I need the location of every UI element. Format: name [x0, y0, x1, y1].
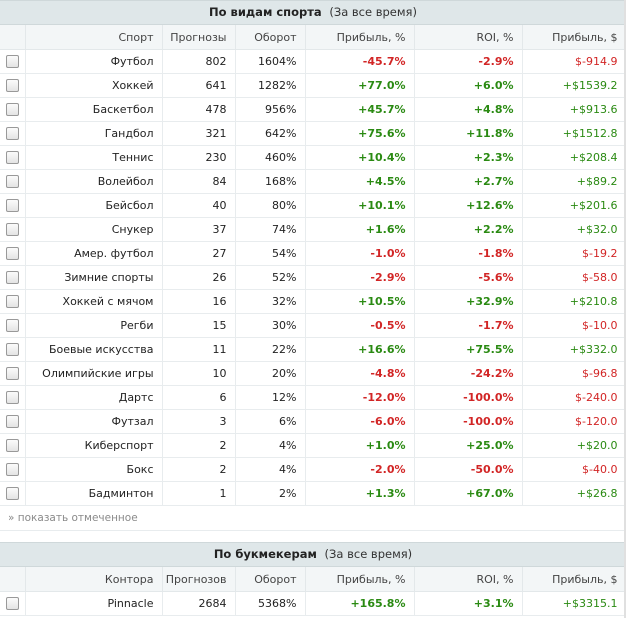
row-name: Бейсбол [25, 194, 162, 218]
table-row [0, 458, 626, 482]
row-turnover: 20% [235, 362, 305, 386]
row-forecasts: 16 [162, 290, 235, 314]
checkbox[interactable] [6, 415, 19, 428]
row-profit-pct: +77.0% [305, 74, 414, 98]
row-forecasts: 478 [162, 98, 235, 122]
bookmakers-table-body [0, 592, 626, 616]
row-profit-pct: +1.3% [305, 482, 414, 506]
row-profit-pct: +10.4% [305, 146, 414, 170]
row-turnover: 74% [235, 218, 305, 242]
checkbox[interactable] [6, 463, 19, 476]
row-turnover: 6% [235, 410, 305, 434]
row-name: Футзал [25, 410, 162, 434]
table-row [0, 482, 626, 506]
checkbox[interactable] [6, 271, 19, 284]
bookmakers-table-header-row [0, 567, 626, 592]
row-checkbox[interactable] [0, 194, 25, 218]
row-forecasts: 11 [162, 338, 235, 362]
row-forecasts: 84 [162, 170, 235, 194]
sports-table [0, 25, 626, 506]
row-name: Дартс [25, 386, 162, 410]
table-row [0, 74, 626, 98]
header-checkbox-column [0, 25, 25, 50]
row-turnover: 1604% [235, 50, 305, 74]
row-checkbox[interactable] [0, 146, 25, 170]
row-profit-usd: +$210.8 [522, 290, 626, 314]
row-checkbox[interactable] [0, 218, 25, 242]
row-forecasts: 230 [162, 146, 235, 170]
row-turnover: 4% [235, 434, 305, 458]
row-forecasts: 10 [162, 362, 235, 386]
table-row [0, 50, 626, 74]
checkbox[interactable] [6, 319, 19, 332]
checkbox[interactable] [6, 343, 19, 356]
row-roi: +75.5% [414, 338, 522, 362]
row-profit-usd: $-40.0 [522, 458, 626, 482]
checkbox[interactable] [6, 391, 19, 404]
row-profit-pct: -1.0% [305, 242, 414, 266]
row-forecasts: 27 [162, 242, 235, 266]
row-checkbox[interactable] [0, 482, 25, 506]
row-roi: +11.8% [414, 122, 522, 146]
checkbox[interactable] [6, 295, 19, 308]
row-forecasts: 3 [162, 410, 235, 434]
row-turnover: 2% [235, 482, 305, 506]
row-profit-usd: +$332.0 [522, 338, 626, 362]
row-profit-pct: +4.5% [305, 170, 414, 194]
checkbox[interactable] [6, 175, 19, 188]
row-checkbox[interactable] [0, 50, 25, 74]
row-forecasts: 40 [162, 194, 235, 218]
row-profit-pct: -2.9% [305, 266, 414, 290]
row-profit-usd: $-120.0 [522, 410, 626, 434]
row-name: Волейбол [25, 170, 162, 194]
row-checkbox[interactable] [0, 458, 25, 482]
row-profit-usd: $-96.8 [522, 362, 626, 386]
column-header-forecasts[interactable]: Прогнозов [162, 567, 235, 592]
row-checkbox[interactable] [0, 386, 25, 410]
checkbox[interactable] [6, 367, 19, 380]
row-forecasts: 15 [162, 314, 235, 338]
sports-section-header [0, 0, 626, 25]
row-profit-pct: +165.8% [305, 592, 414, 616]
bookmakers-stats-section [0, 542, 626, 616]
row-checkbox[interactable] [0, 314, 25, 338]
row-checkbox[interactable] [0, 122, 25, 146]
column-header-sport[interactable]: Спорт [25, 25, 162, 50]
row-turnover: 52% [235, 266, 305, 290]
row-profit-pct: +1.6% [305, 218, 414, 242]
column-header-bookmaker[interactable]: Контора [25, 567, 162, 592]
checkbox[interactable] [6, 597, 19, 610]
row-profit-usd: $-240.0 [522, 386, 626, 410]
row-roi: +4.8% [414, 98, 522, 122]
row-profit-usd: +$201.6 [522, 194, 626, 218]
table-row [0, 194, 626, 218]
column-header-profit-usd[interactable]: Прибыль, $ [522, 567, 626, 592]
row-checkbox[interactable] [0, 410, 25, 434]
table-row [0, 410, 626, 434]
checkbox[interactable] [6, 439, 19, 452]
table-row [0, 434, 626, 458]
row-roi: +2.3% [414, 146, 522, 170]
row-profit-usd: +$26.8 [522, 482, 626, 506]
row-checkbox[interactable] [0, 338, 25, 362]
row-turnover: 168% [235, 170, 305, 194]
row-name: Зимние спорты [25, 266, 162, 290]
row-profit-pct: +16.6% [305, 338, 414, 362]
table-row [0, 146, 626, 170]
row-roi: -2.9% [414, 50, 522, 74]
row-profit-pct: +10.5% [305, 290, 414, 314]
sports-table-header-row [0, 25, 626, 50]
sports-table-body [0, 50, 626, 506]
row-turnover: 4% [235, 458, 305, 482]
row-profit-pct: +75.6% [305, 122, 414, 146]
row-turnover: 80% [235, 194, 305, 218]
column-header-profit-pct[interactable]: Прибыль, % [305, 567, 414, 592]
row-profit-usd: +$3315.1 [522, 592, 626, 616]
row-profit-usd: $-58.0 [522, 266, 626, 290]
row-profit-pct: -12.0% [305, 386, 414, 410]
checkbox[interactable] [6, 247, 19, 260]
table-row [0, 314, 626, 338]
table-row [0, 338, 626, 362]
row-name: Боевые искусства [25, 338, 162, 362]
show-marked-link[interactable]: » показать отмеченное [0, 506, 626, 531]
row-profit-usd: +$20.0 [522, 434, 626, 458]
row-profit-pct: -2.0% [305, 458, 414, 482]
table-row [0, 218, 626, 242]
row-checkbox[interactable] [0, 242, 25, 266]
row-name: Футбол [25, 50, 162, 74]
checkbox[interactable] [6, 103, 19, 116]
row-turnover: 12% [235, 386, 305, 410]
checkbox[interactable] [6, 127, 19, 140]
row-turnover: 54% [235, 242, 305, 266]
sports-section-subtitle: (За все время) [329, 5, 417, 19]
row-roi: +12.6% [414, 194, 522, 218]
row-roi: -100.0% [414, 386, 522, 410]
row-roi: +3.1% [414, 592, 522, 616]
row-turnover: 460% [235, 146, 305, 170]
table-row [0, 386, 626, 410]
column-header-profit-pct[interactable]: Прибыль, % [305, 25, 414, 50]
row-profit-usd: $-10.0 [522, 314, 626, 338]
row-roi: -24.2% [414, 362, 522, 386]
row-roi: -50.0% [414, 458, 522, 482]
row-roi: +2.7% [414, 170, 522, 194]
row-forecasts: 2 [162, 458, 235, 482]
row-name: Хоккей с мячом [25, 290, 162, 314]
row-forecasts: 321 [162, 122, 235, 146]
row-forecasts: 37 [162, 218, 235, 242]
row-forecasts: 802 [162, 50, 235, 74]
row-forecasts: 26 [162, 266, 235, 290]
row-name: Амер. футбол [25, 242, 162, 266]
row-checkbox[interactable] [0, 592, 25, 616]
table-row [0, 266, 626, 290]
row-profit-usd: +$1539.2 [522, 74, 626, 98]
row-forecasts: 2684 [162, 592, 235, 616]
row-turnover: 1282% [235, 74, 305, 98]
row-name: Бадминтон [25, 482, 162, 506]
table-row [0, 290, 626, 314]
table-row [0, 122, 626, 146]
row-turnover: 642% [235, 122, 305, 146]
row-checkbox[interactable] [0, 98, 25, 122]
checkbox[interactable] [6, 199, 19, 212]
checkbox[interactable] [6, 55, 19, 68]
row-checkbox[interactable] [0, 266, 25, 290]
column-header-roi[interactable]: ROI, % [414, 25, 522, 50]
column-header-turnover[interactable]: Оборот [235, 25, 305, 50]
bookmakers-table [0, 567, 626, 616]
row-roi: -5.6% [414, 266, 522, 290]
table-row [0, 170, 626, 194]
checkbox[interactable] [6, 223, 19, 236]
row-checkbox[interactable] [0, 74, 25, 98]
row-checkbox[interactable] [0, 434, 25, 458]
row-roi: +6.0% [414, 74, 522, 98]
row-name: Теннис [25, 146, 162, 170]
row-name: Гандбол [25, 122, 162, 146]
row-turnover: 22% [235, 338, 305, 362]
column-header-forecasts[interactable]: Прогнозы [162, 25, 235, 50]
row-roi: -1.8% [414, 242, 522, 266]
row-profit-usd: $-19.2 [522, 242, 626, 266]
row-turnover: 956% [235, 98, 305, 122]
checkbox[interactable] [6, 487, 19, 500]
checkbox[interactable] [6, 151, 19, 164]
row-profit-usd: +$208.4 [522, 146, 626, 170]
row-profit-pct: +1.0% [305, 434, 414, 458]
checkbox[interactable] [6, 79, 19, 92]
row-profit-usd: +$1512.8 [522, 122, 626, 146]
table-row [0, 242, 626, 266]
row-profit-pct: +45.7% [305, 98, 414, 122]
row-checkbox[interactable] [0, 362, 25, 386]
row-name: Бокс [25, 458, 162, 482]
row-checkbox[interactable] [0, 290, 25, 314]
bookmakers-section-header [0, 542, 626, 567]
row-profit-usd: +$32.0 [522, 218, 626, 242]
row-roi: -100.0% [414, 410, 522, 434]
row-roi: +67.0% [414, 482, 522, 506]
row-name: Снукер [25, 218, 162, 242]
bookmakers-section-subtitle: (За все время) [324, 547, 413, 561]
table-row [0, 362, 626, 386]
bookmakers-section-title: По букмекерам [213, 547, 317, 561]
column-header-profit-usd[interactable]: Прибыль, $ [522, 25, 626, 50]
table-row [0, 98, 626, 122]
column-header-roi[interactable]: ROI, % [414, 567, 522, 592]
sports-section-title: По видам спорта [209, 5, 322, 19]
row-forecasts: 1 [162, 482, 235, 506]
row-turnover: 5368% [235, 592, 305, 616]
header-checkbox-column [0, 567, 25, 592]
row-turnover: 30% [235, 314, 305, 338]
row-name: Pinnacle [25, 592, 162, 616]
row-forecasts: 641 [162, 74, 235, 98]
row-profit-usd: +$89.2 [522, 170, 626, 194]
row-name: Баскетбол [25, 98, 162, 122]
row-roi: -1.7% [414, 314, 522, 338]
table-row [0, 592, 626, 616]
column-header-turnover[interactable]: Оборот [235, 567, 305, 592]
row-profit-pct: -6.0% [305, 410, 414, 434]
row-roi: +2.2% [414, 218, 522, 242]
row-name: Хоккей [25, 74, 162, 98]
row-name: Олимпийские игры [25, 362, 162, 386]
row-profit-usd: +$913.6 [522, 98, 626, 122]
row-name: Регби [25, 314, 162, 338]
row-checkbox[interactable] [0, 170, 25, 194]
row-profit-pct: -4.8% [305, 362, 414, 386]
row-profit-pct: -45.7% [305, 50, 414, 74]
row-roi: +32.9% [414, 290, 522, 314]
row-profit-pct: +10.1% [305, 194, 414, 218]
row-forecasts: 6 [162, 386, 235, 410]
row-name: Киберспорт [25, 434, 162, 458]
row-roi: +25.0% [414, 434, 522, 458]
row-profit-usd: $-914.9 [522, 50, 626, 74]
row-forecasts: 2 [162, 434, 235, 458]
row-profit-pct: -0.5% [305, 314, 414, 338]
row-turnover: 32% [235, 290, 305, 314]
